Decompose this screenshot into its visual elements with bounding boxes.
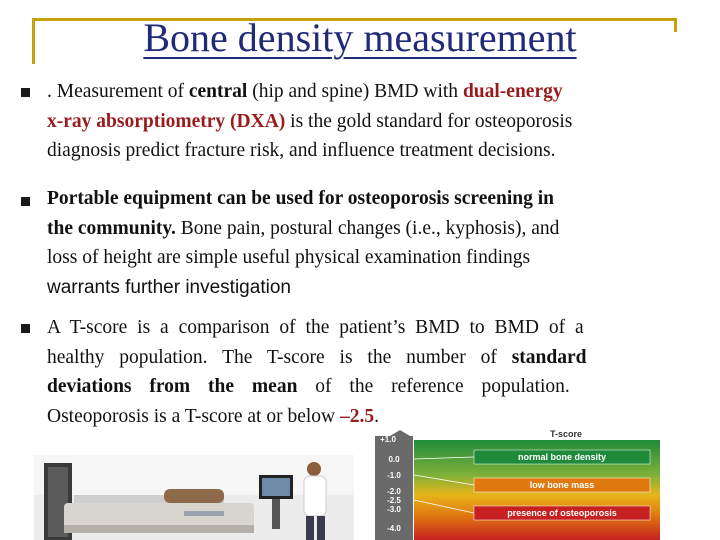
band-label-low: low bone mass: [529, 480, 595, 490]
b1-dxa: x-ray absorptiometry (DXA): [47, 110, 286, 132]
tick-minus-1: -1.0: [387, 471, 401, 480]
tick-minus-2-5: -2.5: [387, 496, 401, 505]
b1-dual-energy: dual-energy: [462, 81, 563, 102]
dxa-scanner-photo: [34, 455, 354, 540]
b3-period: .: [374, 405, 379, 427]
slide-title: Bone density measurement: [143, 15, 577, 60]
bullet-2: [47, 184, 687, 302]
b3-standard: standard: [511, 346, 587, 368]
b1-central: central: [188, 81, 248, 102]
tscore-header: T-score: [549, 429, 583, 439]
bullet-3: [47, 313, 687, 431]
bullet-3-line-2: [47, 343, 687, 373]
tick-minus-3: -3.0: [387, 505, 401, 514]
b1-mid: (hip and spine) BMD with: [247, 81, 463, 102]
b3-threshold: –2.5: [340, 405, 375, 427]
band-label-normal: normal bone density: [517, 452, 607, 462]
dxa-scanner-illustration: [34, 455, 354, 540]
b3-line4-a: Osteoporosis is a T-score at or below: [47, 405, 340, 427]
tscore-graphic: [370, 428, 670, 540]
bullet-3-line-3: [47, 372, 687, 402]
bullet-1: [47, 77, 687, 166]
b2-line2-rest: Bone pain, postural changes (i.e., kyphosis), and: [175, 217, 560, 239]
bullet-2-line-2: [47, 214, 687, 244]
tick-plus-1: +1.0: [380, 435, 396, 444]
bullet-square: [21, 88, 30, 97]
bullet-3-line-4: [47, 402, 687, 432]
b1-prefix: . Measurement of: [47, 81, 189, 102]
b3-line2-a: healthy population. The T-score is the number of: [47, 346, 512, 368]
b2-community: the community.: [47, 217, 176, 239]
bullet-3-line-1: A T-score is a comparison of the patient’s BMD to BMD of a: [47, 317, 584, 338]
b1-line2-rest: is the gold standard for osteoporosis: [285, 110, 573, 132]
bullet-2-line-4: warrants further investigation: [47, 276, 291, 298]
bullet-1-line-1: [47, 77, 687, 107]
bullet-2-line-1: Portable equipment can be used for osteoporosis screening in: [47, 188, 555, 209]
tscore-scale: [370, 428, 670, 540]
bullet-square: [21, 197, 30, 206]
b3-line3-rest: of the reference population.: [297, 376, 570, 397]
band-label-osteoporosis: presence of osteoporosis: [507, 508, 617, 518]
bullet-2-line-3: loss of height are simple useful physical examination findings: [47, 247, 531, 268]
tick-0: 0.0: [388, 455, 400, 464]
b3-deviations: deviations from the mean: [47, 376, 298, 397]
tick-minus-2: -2.0: [387, 487, 401, 496]
bullet-1-line-3: diagnosis predict fracture risk, and influence treatment decisions.: [47, 140, 556, 161]
bullet-square: [21, 324, 30, 333]
bullet-1-line-2: [47, 107, 687, 137]
tick-minus-4: -4.0: [387, 524, 401, 533]
